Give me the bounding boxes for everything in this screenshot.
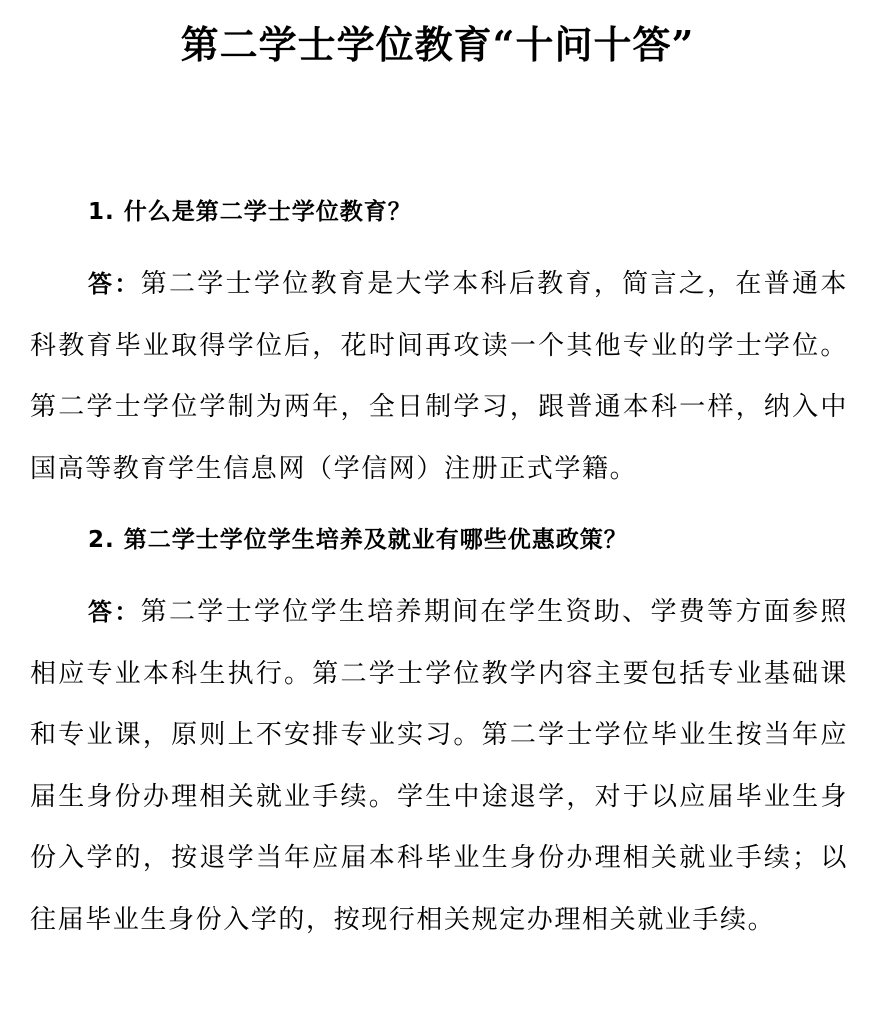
document-title: 第二学士学位教育“十问十答” <box>180 22 695 67</box>
question-1: 1. 什么是第二学士学位教育？ <box>88 199 412 225</box>
answer-1-label: 答： <box>88 270 141 298</box>
answer-1 <box>30 254 848 500</box>
answer-2-label: 答： <box>88 598 141 626</box>
answer-2 <box>30 582 848 951</box>
document-body <box>30 182 848 951</box>
answer-2-text: 第二学士学位学生培养期间在学生资助、学费等方面参照相应专业本科生执行。第二学士学位教学内容主要包括专业基础课和专业课，原则上不安排专业实习。第二学士学位毕业生按当年应届生身份办理相关就业手续。学生中途退学，对于以应届毕业生身份入学的，按退学当年应届本科毕业生身份办理相关就业手续；以往届毕业生身份入学的，按现行相关规定办理相关就业手续。 <box>30 597 848 935</box>
question-2: 2. 第二学士学位学生培养及就业有哪些优惠政策？ <box>88 527 628 553</box>
answer-1-text: 第二学士学位教育是大学本科后教育，简言之，在普通本科教育毕业取得学位后，花时间再攻读一个其他专业的学士学位。第二学士学位学制为两年，全日制学习，跟普通本科一样，纳入中国高等教育学生信息网（学信网）注册正式学籍。 <box>30 269 848 484</box>
